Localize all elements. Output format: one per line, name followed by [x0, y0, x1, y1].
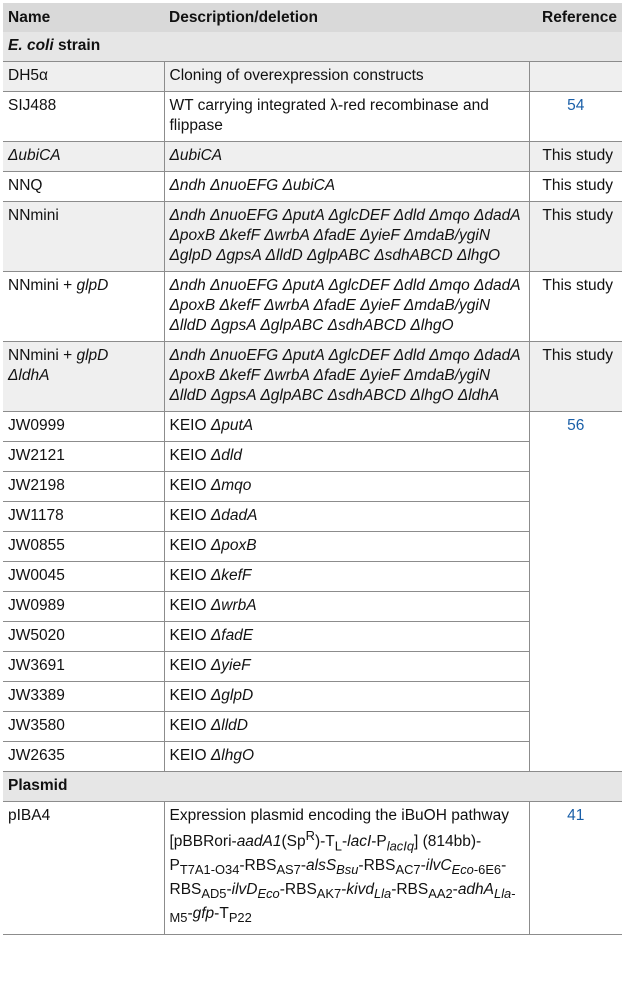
strain-reference: [529, 62, 622, 92]
strain-name-gene: glpD: [76, 277, 109, 294]
strain-description: WT carrying integrated λ-red recombinase and flippase: [164, 92, 529, 142]
strain-reference: This study: [529, 272, 622, 342]
keio-prefix: KEIO: [169, 687, 211, 704]
keio-description: [164, 652, 529, 682]
keio-description: [164, 682, 529, 712]
keio-strain-name: JW5020: [3, 622, 164, 652]
table-row: [3, 712, 622, 742]
keio-strain-name: JW3389: [3, 682, 164, 712]
keio-description: [164, 742, 529, 772]
keio-reference: 56: [567, 417, 585, 434]
keio-strain-name: JW0855: [3, 532, 164, 562]
strain-plasmid-table: [3, 3, 622, 935]
header-reference: Reference: [529, 3, 622, 32]
keio-gene: ΔglpD: [210, 687, 254, 704]
keio-prefix: KEIO: [169, 597, 211, 614]
strain-name: DH5α: [3, 62, 164, 92]
keio-description: [164, 562, 529, 592]
keio-description: [164, 532, 529, 562]
strain-name-deletion: ΔldhA: [8, 367, 50, 384]
keio-gene: ΔputA: [210, 417, 254, 434]
keio-gene: ΔdadA: [210, 507, 258, 524]
strain-name-gene: glpD: [76, 347, 109, 364]
strain-description: Δndh ΔnuoEFG ΔputA ΔglcDEF Δdld Δmqo ΔdadA ΔpoxB ΔkefF ΔwrbA ΔfadE ΔyieF ΔmdaB/ygiN ΔlldD ΔgpsA ΔglpABC ΔsdhABCD ΔlhgO: [164, 272, 529, 342]
strain-description: Cloning of overexpression constructs: [164, 62, 529, 92]
table-row: [3, 532, 622, 562]
strain-reference: This study: [529, 202, 622, 272]
section-ecoli-prefix: E. coli: [8, 37, 54, 54]
strain-reference: This study: [529, 172, 622, 202]
keio-prefix: KEIO: [169, 717, 211, 734]
section-plasmid: [3, 772, 622, 802]
keio-strain-name: JW0999: [3, 412, 164, 442]
keio-gene: Δdld: [210, 447, 242, 464]
table-row: [3, 92, 622, 142]
keio-description: [164, 412, 529, 442]
strain-name-plain: NNmini +: [8, 347, 77, 364]
strain-reference: This study: [529, 342, 622, 412]
keio-gene: ΔpoxB: [210, 537, 257, 554]
strain-name: [3, 272, 164, 342]
keio-prefix: KEIO: [169, 657, 211, 674]
plasmid-description: Expression plasmid encoding the iBuOH pathway $[pBBRori-aadA1(Sp^R)-T_L-lacI-P_{lacIq}]$ $(814bb)-P_{T7A1-O34}-RBS_{AS7}-alsS_{Bsu}-RBS_{AC7}-ilvC_{Eco-6E6}-RBS_{AD5}-ilvD_{Eco}-RBS_{AK7}-kivd_{Lla}-RBS_{AA2}-adhA_{Lla-M5}-gfp-T_{P22}$: [164, 802, 529, 935]
header-row: [3, 3, 622, 32]
keio-gene: ΔfadE: [210, 627, 254, 644]
keio-strain-name: JW2635: [3, 742, 164, 772]
keio-strain-name: JW0045: [3, 562, 164, 592]
table-row: [3, 62, 622, 92]
keio-prefix: KEIO: [169, 537, 211, 554]
keio-description: [164, 472, 529, 502]
table-row: [3, 742, 622, 772]
keio-gene: ΔyieF: [210, 657, 251, 674]
keio-prefix: KEIO: [169, 747, 211, 764]
keio-strain-name: JW0989: [3, 592, 164, 622]
strain-name: ΔubiCA: [3, 142, 164, 172]
keio-strain-name: JW2198: [3, 472, 164, 502]
keio-strain-name: JW1178: [3, 502, 164, 532]
keio-prefix: KEIO: [169, 477, 211, 494]
keio-gene: ΔlhgO: [210, 747, 254, 764]
strain-description: Δndh ΔnuoEFG ΔubiCA: [164, 172, 529, 202]
keio-gene: ΔkefF: [210, 567, 252, 584]
table-row: [3, 342, 622, 412]
table-row: [3, 202, 622, 272]
table-row: [3, 682, 622, 712]
plasmid-name: pIBA4: [3, 802, 164, 935]
table-row: [3, 502, 622, 532]
table-row: [3, 442, 622, 472]
strain-description: ΔubiCA: [164, 142, 529, 172]
keio-strain-name: JW3691: [3, 652, 164, 682]
table-row: [3, 412, 622, 442]
table-row: [3, 142, 622, 172]
keio-strain-name: JW3580: [3, 712, 164, 742]
plasmid-reference: 41: [529, 802, 622, 935]
section-ecoli-strain: [3, 32, 622, 62]
strain-reference: This study: [529, 142, 622, 172]
keio-gene: ΔwrbA: [210, 597, 257, 614]
keio-prefix: KEIO: [169, 507, 211, 524]
table-row: [3, 272, 622, 342]
keio-gene: Δmqo: [210, 477, 252, 494]
table-row: [3, 652, 622, 682]
strain-name: NNQ: [3, 172, 164, 202]
keio-strain-name: JW2121: [3, 442, 164, 472]
section-ecoli-suffix: strain: [53, 37, 101, 54]
keio-prefix: KEIO: [169, 417, 211, 434]
strain-name: NNmini: [3, 202, 164, 272]
strain-name: SIJ488: [3, 92, 164, 142]
keio-prefix: KEIO: [169, 567, 211, 584]
keio-prefix: KEIO: [169, 627, 211, 644]
keio-description: [164, 502, 529, 532]
table-row: [3, 172, 622, 202]
keio-prefix: KEIO: [169, 447, 211, 464]
keio-description: [164, 622, 529, 652]
strain-name: [3, 342, 164, 412]
section-plasmid-label: Plasmid: [3, 772, 622, 802]
table-row: [3, 562, 622, 592]
strain-reference: 54: [529, 92, 622, 142]
keio-gene: ΔlldD: [210, 717, 248, 734]
strain-description: Δndh ΔnuoEFG ΔputA ΔglcDEF Δdld Δmqo ΔdadA ΔpoxB ΔkefF ΔwrbA ΔfadE ΔyieF ΔmdaB/ygiN ΔlldD ΔgpsA ΔglpABC ΔsdhABCD ΔlhgO ΔldhA: [164, 342, 529, 412]
keio-description: [164, 712, 529, 742]
table-row: [3, 622, 622, 652]
table-row: [3, 472, 622, 502]
keio-description: [164, 442, 529, 472]
table-row: [3, 592, 622, 622]
table-row: [3, 802, 622, 935]
strain-description: Δndh ΔnuoEFG ΔputA ΔglcDEF Δdld Δmqo ΔdadA ΔpoxB ΔkefF ΔwrbA ΔfadE ΔyieF ΔmdaB/ygiN ΔglpD ΔgpsA ΔlldD ΔglpABC ΔsdhABCD ΔlhgO: [164, 202, 529, 272]
strain-name-plain: NNmini +: [8, 277, 77, 294]
header-name: Name: [3, 3, 164, 32]
header-description: Description/deletion: [164, 3, 529, 32]
keio-description: [164, 592, 529, 622]
